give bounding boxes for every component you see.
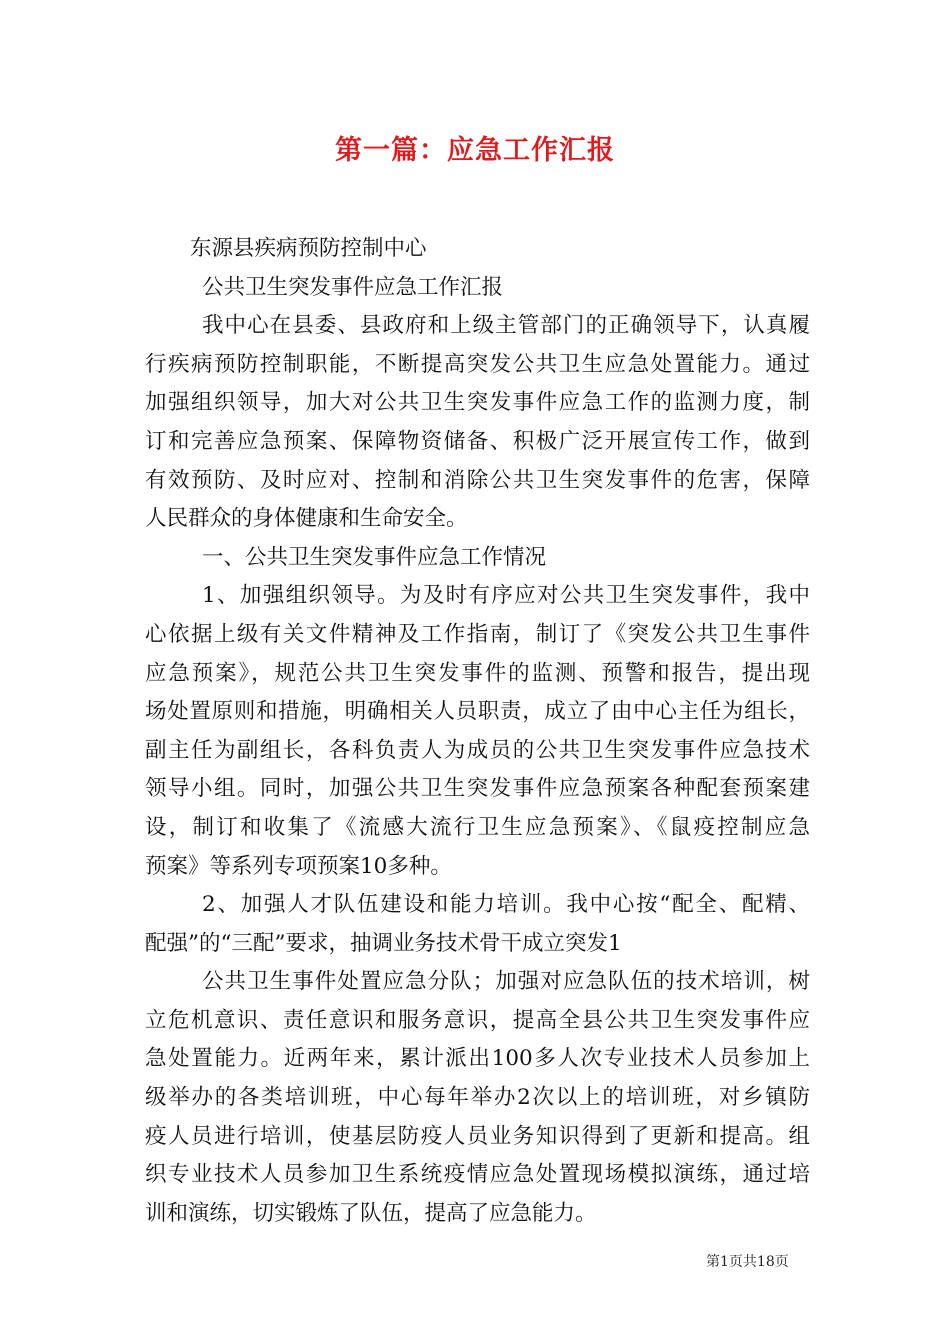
paragraph-line: 织专业技术人员参加卫生系统疫情应急处置现场模拟演练，通过培 bbox=[145, 1162, 810, 1188]
paragraph-line: 领导小组。同时，加强公共卫生突发事件应急预案各种配套预案建 bbox=[145, 776, 810, 802]
paragraph-line: 订和完善应急预案、保障物资储备、积极广泛开展宣传工作，做到 bbox=[145, 428, 810, 454]
paragraph-line: 行疾病预防控制职能，不断提高突发公共卫生应急处置能力。通过 bbox=[145, 351, 810, 377]
paragraph-line: 我中心在县委、县政府和上级主管部门的正确领导下，认真履 bbox=[202, 313, 810, 339]
paragraph-line: 1、加强组织领导。为及时有序应对公共卫生突发事件，我中 bbox=[202, 583, 810, 609]
paragraph-line: 人民群众的身体健康和生命安全。 bbox=[145, 506, 468, 532]
paragraph-line: 疫人员进行培训，使基层防疫人员业务知识得到了更新和提高。组 bbox=[145, 1123, 810, 1149]
document-title: 第一篇：应急工作汇报 bbox=[335, 135, 615, 166]
paragraph-line: 预案》等系列专项预案10多种。 bbox=[145, 853, 452, 879]
paragraph-line: 副主任为副组长，各科负责人为成员的公共卫生突发事件应急技术 bbox=[145, 737, 810, 763]
paragraph-line: 级举办的各类培训班，中心每年举办2次以上的培训班，对乡镇防 bbox=[145, 1085, 810, 1111]
organization-name: 东源县疾病预防控制中心 bbox=[190, 236, 427, 261]
paragraph-lines bbox=[145, 307, 810, 1233]
paragraph-line: 公共卫生事件处置应急分队；加强对应急队伍的技术培训，树 bbox=[202, 969, 810, 995]
paragraph-line: 急处置能力。近两年来，累计派出100多人次专业技术人员参加上 bbox=[145, 1046, 810, 1072]
report-subtitle: 公共卫生突发事件应急工作汇报 bbox=[202, 274, 504, 300]
paragraph-line: 心依据上级有关文件精神及工作指南，制订了《突发公共卫生事件 bbox=[145, 621, 810, 647]
paragraph-line: 有效预防、及时应对、控制和消除公共卫生突发事件的危害，保障 bbox=[145, 467, 810, 493]
paragraph-line: 一、公共卫生突发事件应急工作情况 bbox=[202, 544, 547, 570]
document-body bbox=[145, 230, 810, 1233]
paragraph-line: 2、加强人才队伍建设和能力培训。我中心按“配全、配精、 bbox=[202, 892, 810, 918]
page-number: 第1页共18页 bbox=[706, 1254, 789, 1270]
paragraph-line: 加强组织领导，加大对公共卫生突发事件应急工作的监测力度，制 bbox=[145, 390, 810, 416]
paragraph-line: 场处置原则和措施，明确相关人员职责，成立了由中心主任为组长， bbox=[145, 699, 810, 725]
paragraph-line: 设，制订和收集了《流感大流行卫生应急预案》、《鼠疫控制应急 bbox=[145, 814, 810, 840]
paragraph-line: 应急预案》，规范公共卫生突发事件的监测、预警和报告，提出现 bbox=[145, 660, 810, 686]
paragraph-line: 立危机意识、责任意识和服务意识，提高全县公共卫生突发事件应 bbox=[145, 1007, 810, 1033]
paragraph-line: 训和演练，切实锻炼了队伍，提高了应急能力。 bbox=[145, 1200, 597, 1226]
paragraph-line: 配强”的“三配”要求，抽调业务技术骨干成立突发1 bbox=[145, 930, 622, 956]
